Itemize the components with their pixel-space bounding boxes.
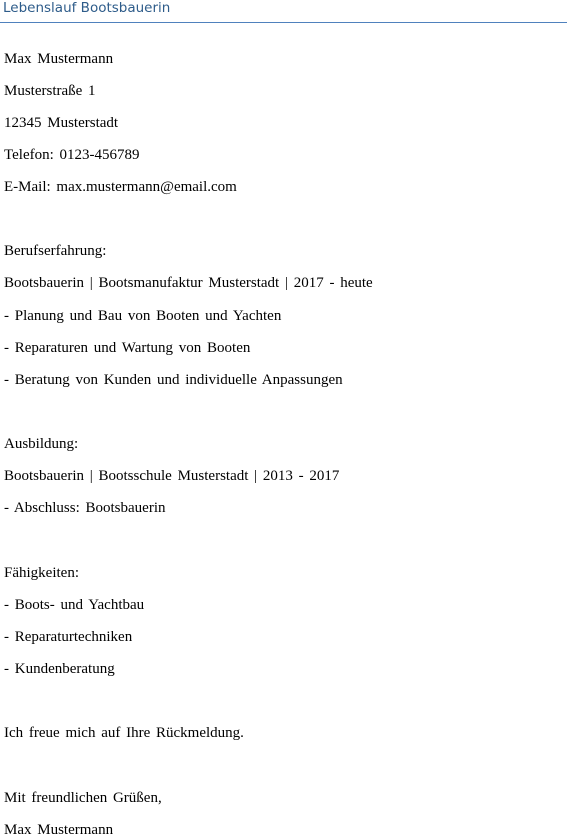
- education-entry: Bootsbauerin | Bootsschule Musterstadt | 2013 - 2017: [4, 468, 340, 484]
- signature-name: Max Mustermann: [4, 822, 114, 838]
- contact-name: Max Mustermann: [4, 51, 114, 67]
- experience-item: - Reparaturen und Wartung von Booten: [4, 340, 251, 356]
- header-title: Lebenslauf Bootsbauerin: [3, 0, 171, 16]
- closing-statement: Ich freue mich auf Ihre Rückmeldung.: [4, 725, 244, 741]
- experience-item: - Beratung von Kunden und individuelle Anpassungen: [4, 372, 343, 388]
- contact-street: Musterstraße 1: [4, 83, 96, 99]
- closing-greeting: Mit freundlichen Grüßen,: [4, 790, 162, 806]
- skills-item: - Boots- und Yachtbau: [4, 597, 145, 613]
- document-header: [0, 0, 567, 23]
- experience-heading: Berufserfahrung:: [4, 243, 107, 259]
- skills-heading: Fähigkeiten:: [4, 565, 79, 581]
- contact-city: 12345 Musterstadt: [4, 115, 119, 131]
- experience-entry: Bootsbauerin | Bootsmanufaktur Musterstadt | 2017 - heute: [4, 275, 373, 291]
- contact-email: E-Mail: max.mustermann@email.com: [4, 179, 237, 195]
- education-item: - Abschluss: Bootsbauerin: [4, 500, 166, 516]
- skills-item: - Reparaturtechniken: [4, 629, 133, 645]
- education-heading: Ausbildung:: [4, 436, 79, 452]
- skills-item: - Kundenberatung: [4, 661, 115, 677]
- contact-phone: Telefon: 0123-456789: [4, 147, 140, 163]
- experience-item: - Planung und Bau von Booten und Yachten: [4, 308, 282, 324]
